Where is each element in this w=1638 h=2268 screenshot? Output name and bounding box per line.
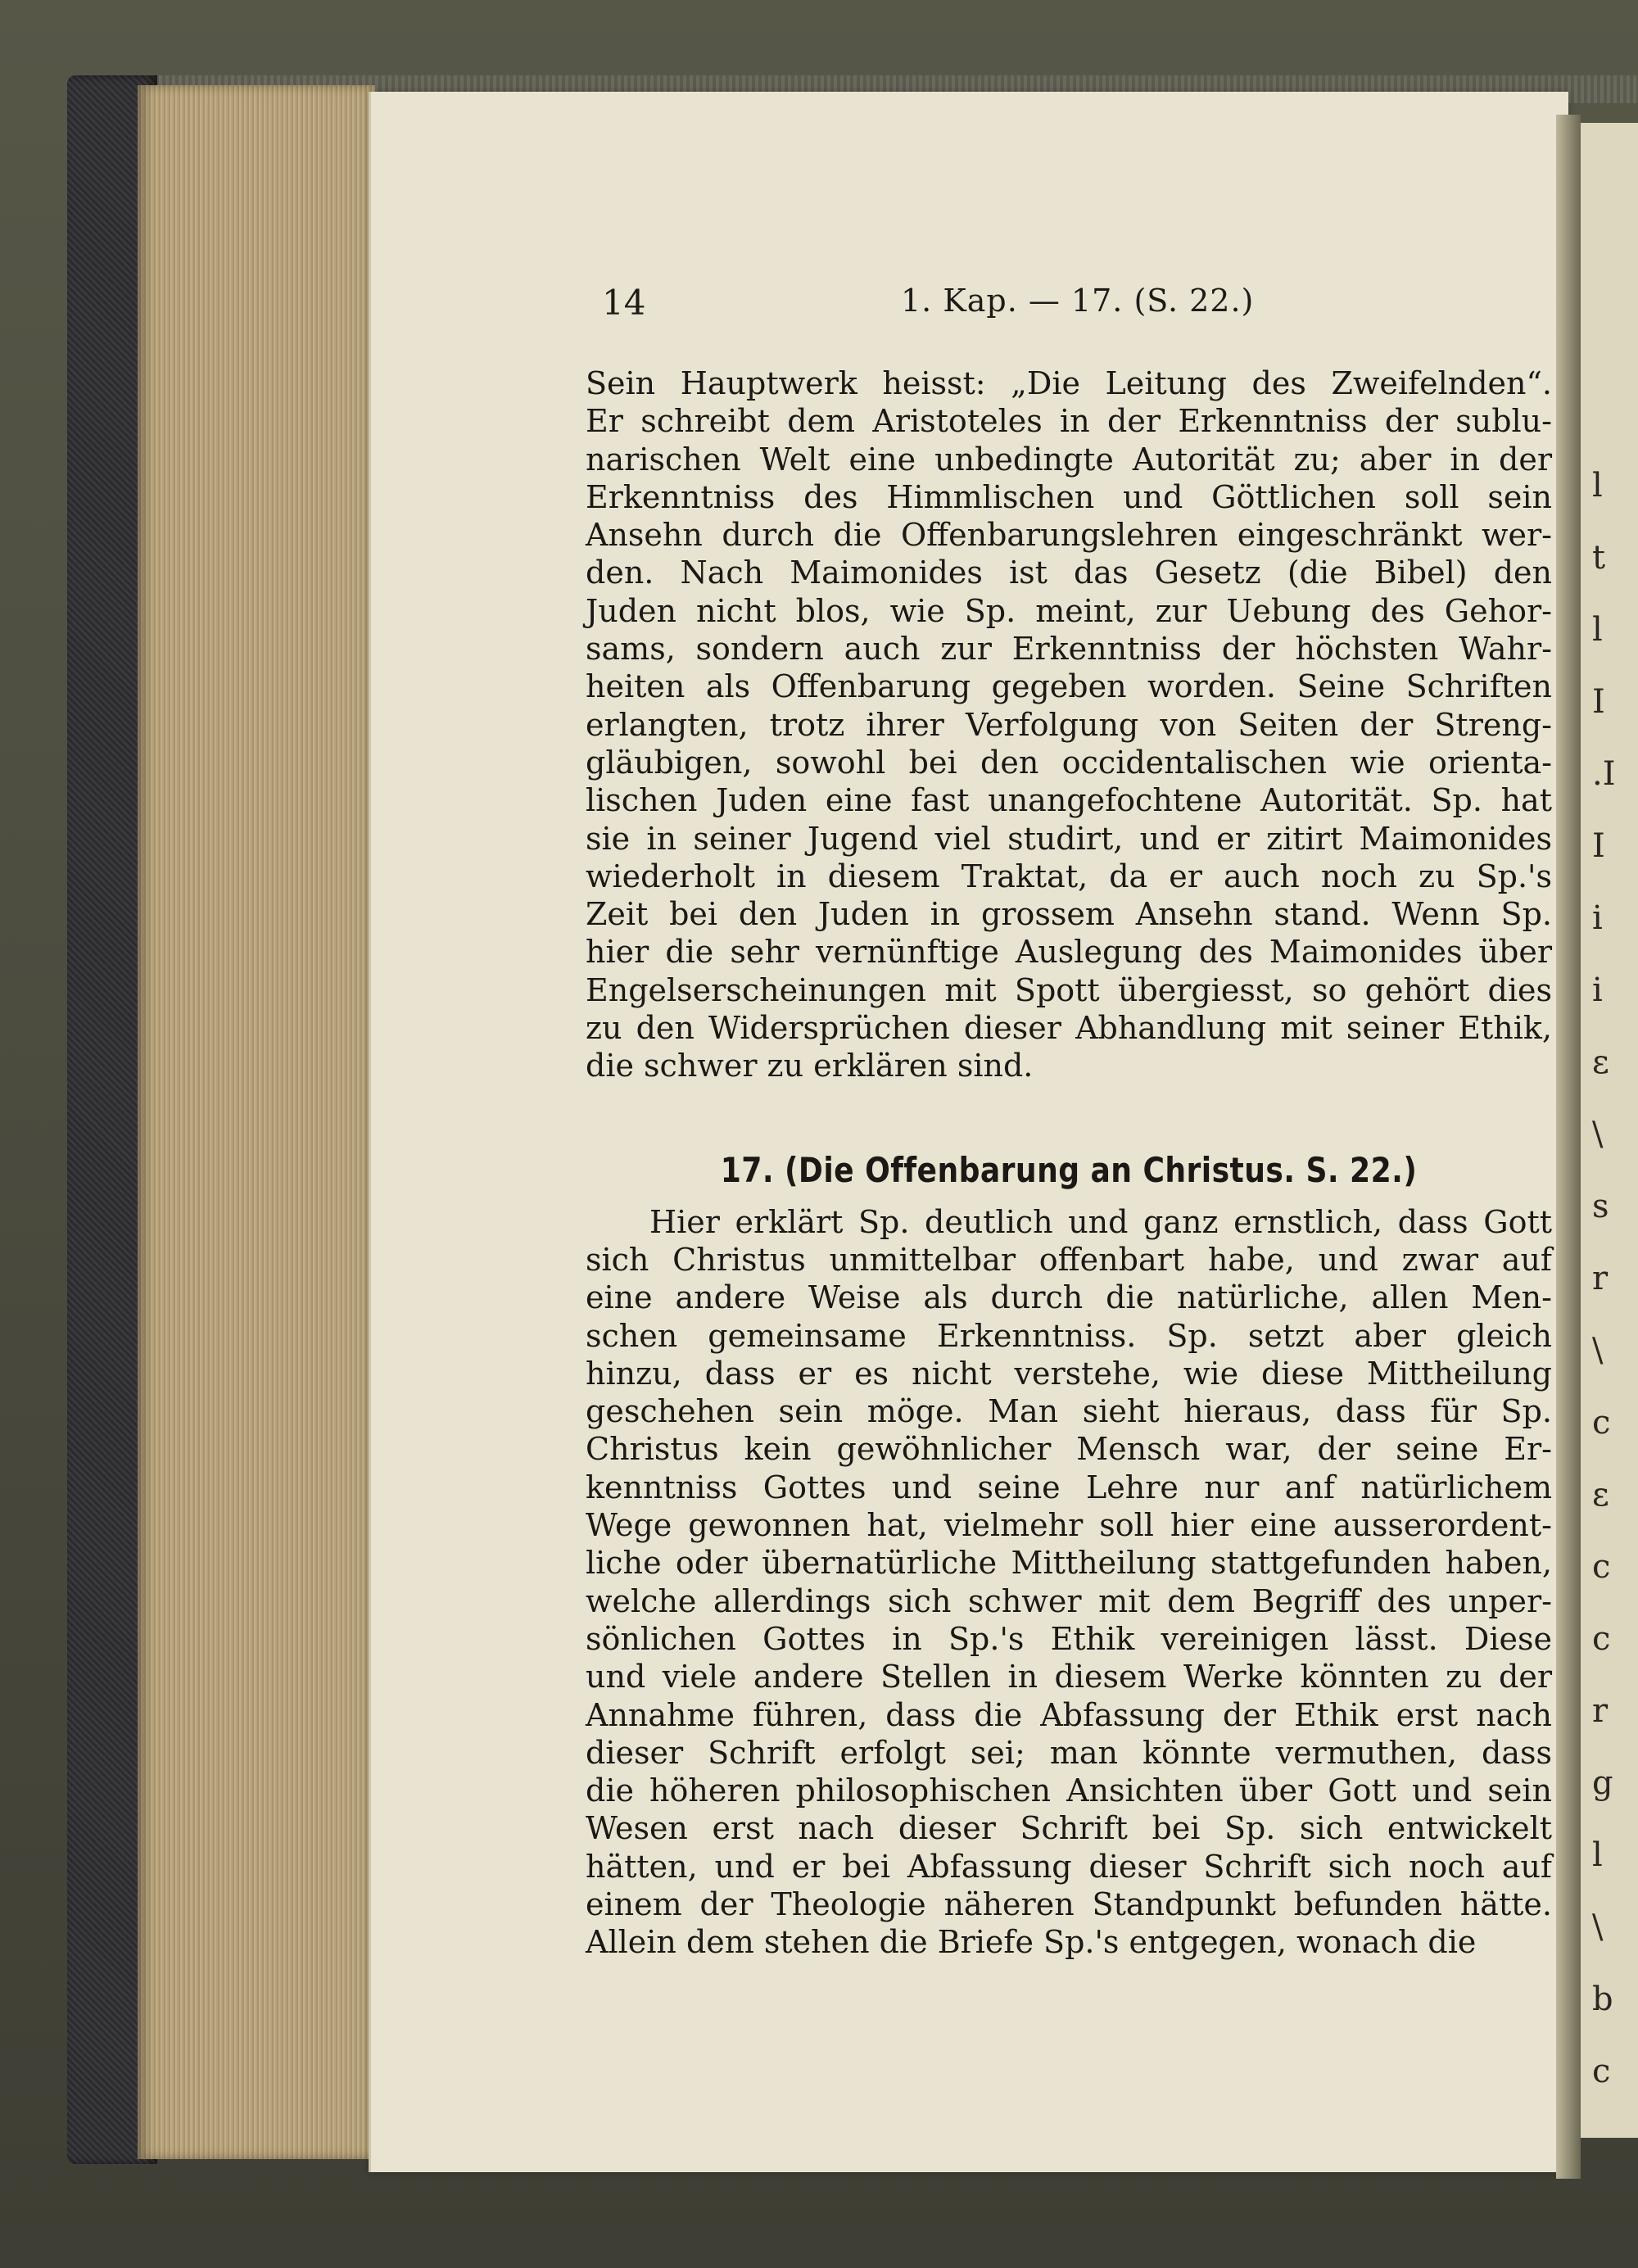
facing-page-glyph: i [1592,971,1603,1009]
text-line: liche oder übernatürliche Mittheilung stattgefunden haben, [586,1545,1552,1582]
facing-page-glyph: c [1592,1620,1611,1658]
text-line: und viele andere Stellen in diesem Werke könnten zu der [586,1659,1552,1695]
text-line: Wege gewonnen hat, vielmehr soll hier eine ausserordent- [586,1507,1552,1544]
page-edges [138,85,375,2159]
facing-page-glyph: r [1592,1692,1609,1730]
running-title: 1. Kap. — 17. (S. 22.) [901,283,1255,319]
facing-page-glyph: b [1592,1981,1613,2018]
paragraph-2 [586,1203,1552,1962]
text-line: zu den Widersprüchen dieser Abhandlung mit seiner Ethik, [586,1010,1552,1047]
text-line: hätten, und er bei Abfassung dieser Schrift sich noch auf [586,1848,1552,1885]
facing-page-glyph: \ [1592,1116,1604,1153]
running-head [602,283,1548,332]
facing-page-glyph: i [1592,899,1603,937]
facing-page-glyph: r [1592,1260,1609,1297]
facing-page-glyph: .I [1592,755,1616,793]
text-line: sie in seiner Jugend viel studirt, und er zitirt Maimonides [586,820,1552,857]
text-line: hier die sehr vernünftige Auslegung des Maimonides über [586,934,1552,971]
facing-page-glyph: ε [1592,1043,1609,1081]
text-line: Annahme führen, dass die Abfassung der Ethik erst nach [586,1696,1552,1733]
facing-page-glyph: c [1592,1548,1611,1586]
text-line: Sein Hauptwerk heisst: „Die Leitung des Zweifelnden“. [586,365,1552,401]
facing-page-glyph: l [1592,1836,1603,1874]
text-line: Erkenntniss des Himmlischen und Göttlichen soll sein [586,478,1552,515]
page-body [586,364,1552,1962]
text-line: erlangten, trotz ihrer Verfolgung von Seiten der Streng- [586,706,1552,743]
facing-page-glyph: \ [1592,1332,1604,1369]
text-line: Ansehn durch die Offenbarungslehren eingeschränkt wer- [586,517,1552,554]
facing-page-glyph: g [1592,1764,1613,1802]
spacer [586,1085,1552,1138]
book-gutter [1556,115,1581,2179]
facing-page-glyph: t [1592,539,1606,577]
text-line: die höheren philosophischen Ansichten über Gott und sein [586,1772,1552,1809]
text-line: schen gemeinsame Erkenntniss. Sp. setzt aber gleich [586,1317,1552,1354]
text-line: einem der Theologie näheren Standpunkt befunden hätte. [586,1885,1552,1922]
text-line: sams, sondern auch zur Erkenntniss der höchsten Wahr- [586,631,1552,668]
text-line: kenntniss Gottes und seine Lehre nur anf natürlichem [586,1469,1552,1505]
text-line: Hier erklärt Sp. deutlich und ganz ernstlich, dass Gott [649,1203,1552,1240]
section-heading: 17. (Die Offenbarung an Christus. S. 22.) [720,1149,1418,1190]
text-line: narischen Welt eine unbedingte Autorität zu; aber in der [586,441,1552,478]
text-line: geschehen sein möge. Man sieht hieraus, dass für Sp. [586,1393,1552,1430]
text-line: sich Christus unmittelbar offenbart habe, und zwar auf [586,1241,1552,1278]
text-line: den. Nach Maimonides ist das Gesetz (die Bibel) den [586,555,1552,591]
facing-page-glyph: I [1592,827,1605,865]
text-line: dieser Schrift erfolgt sei; man könnte vermuthen, dass [586,1734,1552,1771]
text-line: heiten als Offenbarung gegeben worden. Seine Schriften [586,668,1552,705]
text-line: eine andere Weise als durch die natürliche, allen Men- [586,1279,1552,1316]
facing-page-glyph: s [1592,1188,1609,1225]
facing-page-glyph: l [1592,611,1603,649]
text-line: lischen Juden eine fast unangefochtene Autorität. Sp. hat [586,782,1552,819]
text-line: hinzu, dass er es nicht verstehe, wie diese Mittheilung [586,1355,1552,1392]
text-line: Er schreibt dem Aristoteles in der Erkenntniss der sublu- [586,403,1552,440]
facing-page-glyph: I [1592,683,1605,721]
facing-page-glyph: \ [1592,1908,1604,1946]
facing-page-glyph: l [1592,467,1603,505]
text-line: Allein dem stehen die Briefe Sp.'s entgegen, wonach die [586,1924,1477,1961]
paragraph-1 [586,364,1552,1085]
text-line: welche allerdings sich schwer mit dem Begriff des unper- [586,1582,1552,1619]
text-line: Zeit bei den Juden in grossem Ansehn stand. Wenn Sp. [586,896,1552,933]
facing-page-glyph: ε [1592,1476,1609,1514]
page-number: 14 [602,283,646,323]
facing-page-glyph: c [1592,2053,1611,2090]
text-line: die schwer zu erklären sind. [586,1048,1034,1084]
text-line: Engelserscheinungen mit Spott übergiesst, so gehört dies [586,971,1552,1008]
text-line: Juden nicht blos, wie Sp. meint, zur Uebung des Gehor- [586,592,1552,629]
text-line: gläubigen, sowohl bei den occidentalischen wie orienta- [586,744,1552,781]
facing-page-glyph: c [1592,1404,1611,1442]
text-line: Wesen erst nach dieser Schrift bei Sp. sich entwickelt [586,1810,1552,1847]
text-line: Christus kein gewöhnlicher Mensch war, der seine Er- [586,1431,1552,1468]
facing-page-edge [1581,123,1638,2138]
text-line: sönlichen Gottes in Sp.'s Ethik vereinigen lässt. Diese [586,1620,1552,1657]
text-line: wiederholt in diesem Traktat, da er auch noch zu Sp.'s [586,858,1552,894]
